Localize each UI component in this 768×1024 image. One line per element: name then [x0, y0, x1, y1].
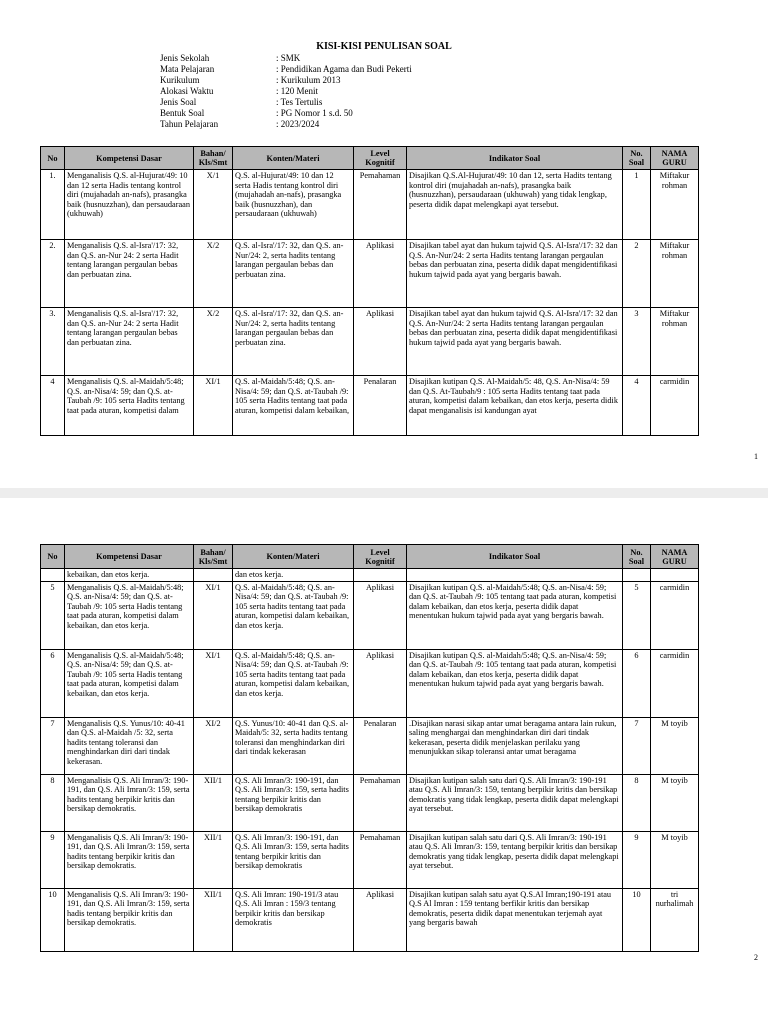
info-label: Tahun Pelajaran — [160, 119, 219, 129]
nosoal-cell: 9 — [623, 831, 651, 888]
nosoal-cell: 4 — [623, 376, 651, 436]
level-cell: Pemahaman — [354, 774, 407, 831]
header-konten-cell: Konten/Materi — [233, 147, 354, 170]
info-row — [160, 108, 412, 119]
no-cell: 6 — [41, 649, 65, 717]
page-separator — [0, 488, 768, 498]
no-cell: 8 — [41, 774, 65, 831]
no-cell — [41, 569, 65, 582]
level-cell — [354, 569, 407, 582]
kompetensi-dasar-cell: Menganalisis Q.S. al-Isra'/17: 32, dan Q.S. an-Nur 24: 2 serta Hadit tentang larangan pergaulan bebas dan perbuatan zina. — [65, 240, 194, 308]
kompetensi-dasar-cell: Menganalisis Q.S. Ali Imran/3: 190-191, dan Q.S. Ali Imran/3: 159, serta hadits tentang berpikir kritis dan bersikap demokratis. — [65, 774, 194, 831]
indikator-cell: Disajikan kutipan salah satu dari Q.S. Ali Imran/3: 190-191 atau Q.S. Ali Imran/3: 159, tentang berpikir kritis dan bersikap demokratis yang tidak lengkap, peserta didik dapat melengkapi ayat tersebut. — [407, 774, 623, 831]
level-cell: Aplikasi — [354, 649, 407, 717]
kelas-cell: XII/1 — [194, 774, 233, 831]
info-value: : 2023/2024 — [276, 119, 320, 129]
no-cell: 4 — [41, 376, 65, 436]
table-row — [41, 308, 699, 376]
konten-cell: Q.S. al-Maidah/5:48; Q.S. an-Nisa/4: 59; dan Q.S. at-Taubah /9: 105 serta hadits tentang taat pada aturan, kompetisi dalam kebaikan, dan etos kerja. — [233, 649, 354, 717]
table-row — [41, 888, 699, 951]
kompetensi-dasar-cell: Menganalisis Q.S. Ali Imran/3: 190-191, dan Q.S. Ali Imran/3: 159, serta hadis tentang berpikir kritis dan bersikap demokratis. — [65, 888, 194, 951]
page-title: KISI-KISI PENULISAN SOAL — [316, 41, 452, 52]
info-label: Mata Pelajaran — [160, 64, 215, 74]
no-cell: 2. — [41, 240, 65, 308]
kompetensi-dasar-cell: Menganalisis Q.S. al-Maidah/5:48; Q.S. an-Nisa/4: 59; dan Q.S. at-Taubah /9: 105 serta Hadis tentang taat pada aturan, kompetisi dalam kebaikan, dan etos kerja. — [65, 649, 194, 717]
nosoal-cell: 3 — [623, 308, 651, 376]
kelas-cell: XI/2 — [194, 717, 233, 774]
guru-cell: Miftakur rohman — [651, 170, 699, 240]
nosoal-cell — [623, 569, 651, 582]
header-indikator-cell: Indikator Soal — [407, 545, 623, 569]
info-value: : 120 Menit — [276, 86, 318, 96]
konten-cell: dan etos kerja. — [233, 569, 354, 582]
info-value: : SMK — [276, 53, 301, 63]
info-block — [160, 53, 412, 130]
nosoal-cell: 5 — [623, 581, 651, 649]
konten-cell: Q.S. Ali Imran/3: 190-191, dan Q.S. Ali Imran/3: 159, serta hadits tentang berpikir kritis dan bersikap demokratis — [233, 774, 354, 831]
nosoal-cell: 6 — [623, 649, 651, 717]
header-nosoal-cell: No. Soal — [623, 147, 651, 170]
konten-cell: Q.S. al-Isra'/17: 32, dan Q.S. an-Nur/24: 2, serta hadits tentang larangan pergaulan bebas dan perbuatan zina. — [233, 240, 354, 308]
kompetensi-dasar-cell: kebaikan, dan etos kerja. — [65, 569, 194, 582]
kelas-cell: XII/1 — [194, 831, 233, 888]
konten-cell: Q.S. al-Hujurat/49: 10 dan 12 serta Hadis tentang kontrol diri (mujahadah an-nafs), prasangka baik (husnuzzhan), dan persaudaraan (ukhuwah) — [233, 170, 354, 240]
konten-cell: Q.S. al-Maidah/5:48; Q.S. an-Nisa/4: 59; dan Q.S. at-Taubah /9: 105 serta hadits tentang taat pada aturan, kompetisi dalam kebaikan, dan etos kerja. — [233, 581, 354, 649]
indikator-cell: Disajikan kutipan salah satu ayat Q.S.Al Imran;190-191 atau Q.S Al Imran : 159 tentang berfikir kritis dan bersikap demokratis, peserta didik dapat menentukan terjemah ayat yang bergaris bawah — [407, 888, 623, 951]
header-guru-cell: NAMA GURU — [651, 147, 699, 170]
no-cell: 3. — [41, 308, 65, 376]
kompetensi-dasar-cell: Menganalisis Q.S. Ali Imran/3: 190-191, dan Q.S. Ali Imran/3: 159, serta hadits tentang berpikir kritis dan bersikap demokratis. — [65, 831, 194, 888]
info-row — [160, 86, 412, 97]
level-cell: Aplikasi — [354, 240, 407, 308]
indikator-cell: Disajikan tabel ayat dan hukum tajwid Q.S. Al-Isra'/17: 32 dan Q.S. An-Nur/24: 2 serta Hadits tentang larangan pergaulan bebas dan perbuatan zina, peserta didik dapat mengidentifikasi hukum tajwid pada ayat yang bergaris bawah. — [407, 308, 623, 376]
guru-cell: M toyib — [651, 774, 699, 831]
kelas-cell: XII/1 — [194, 888, 233, 951]
konten-cell: Q.S. Yunus/10: 40-41 dan Q.S. al-Maidah/5: 32, serta hadits tentang toleransi dan menghindarkan diri dari tindak kekerasan — [233, 717, 354, 774]
table-row — [41, 240, 699, 308]
table-row — [41, 831, 699, 888]
level-cell: Penalaran — [354, 717, 407, 774]
info-row — [160, 53, 412, 64]
kelas-cell: XI/1 — [194, 649, 233, 717]
konten-cell: Q.S. al-Maidah/5:48; Q.S. an-Nisa/4: 59; dan Q.S. at-Taubah /9: 105 serta Hadits tentang taat pada aturan, kompetisi dalam kebaikan, — [233, 376, 354, 436]
indikator-cell: Disajikan kutipan Q.S. Al-Maidah/5: 48, Q.S. An-Nisa/4: 59 dan Q.S. At-Taubah/9 : 105 serta Hadits tentang taat pada aturan, kompetisi dalam kebaikan, dan etos kerja, peserta didik dapat menganalisis isi kandungan ayat — [407, 376, 623, 436]
nosoal-cell: 2 — [623, 240, 651, 308]
guru-cell: tri nurhalimah — [651, 888, 699, 951]
header-kompetensi-dasar-cell: Kompetensi Dasar — [65, 545, 194, 569]
kelas-cell: X/2 — [194, 240, 233, 308]
nosoal-cell: 1 — [623, 170, 651, 240]
no-cell: 10 — [41, 888, 65, 951]
info-label: Jenis Sekolah — [160, 53, 210, 63]
info-row — [160, 64, 412, 75]
header-konten-cell: Konten/Materi — [233, 545, 354, 569]
guru-cell: M toyib — [651, 831, 699, 888]
info-label: Kurikulum — [160, 75, 200, 85]
guru-cell: carmidin — [651, 649, 699, 717]
kelas-cell: X/1 — [194, 170, 233, 240]
table-row — [41, 170, 699, 240]
indikator-cell: Disajikan kutipan salah satu dari Q.S. Ali Imran/3: 190-191 atau Q.S. Ali Imran/3: 159, tentang berpikir kritis dan bersikap demokratis yang tidak lengkap, peserta didik dapat melengkapi ayat tersebut. — [407, 831, 623, 888]
guru-cell — [651, 569, 699, 582]
kompetensi-dasar-cell: Menganalisis Q.S. al-Hujurat/49: 10 dan 12 serta Hadis tentang kontrol diri (mujahadah an-nafs), prasangka baik (husnuzzhan), dan persaudaraan (ukhuwah) — [65, 170, 194, 240]
header-guru-cell: NAMA GURU — [651, 545, 699, 569]
header-nosoal-cell: No. Soal — [623, 545, 651, 569]
nosoal-cell: 10 — [623, 888, 651, 951]
nosoal-cell: 7 — [623, 717, 651, 774]
info-label: Jenis Soal — [160, 97, 197, 107]
table-row — [41, 376, 699, 436]
table-row — [41, 581, 699, 649]
page-number: 1 — [754, 452, 758, 461]
info-label: Bentuk Soal — [160, 108, 205, 118]
indikator-cell: .Disajikan narasi sikap antar umat beragama antara lain rukun, saling menghargai dan menghindarkan diri dari tindak kekerasan, peserta didik menjelaskan perilaku yang menunjukkan sikap toleransi antar umat beragama — [407, 717, 623, 774]
info-value: : Kurikulum 2013 — [276, 75, 341, 85]
kompetensi-dasar-cell: Menganalisis Q.S. al-Isra'/17: 32, dan Q.S. an-Nur 24: 2 serta Hadit tentang larangan pergaulan bebas dan perbuatan zina. — [65, 308, 194, 376]
info-label: Alokasi Waktu — [160, 86, 214, 96]
header-kompetensi-dasar-cell: Kompetensi Dasar — [65, 147, 194, 170]
header-kelas-cell: Bahan/ Kls/Smt — [194, 147, 233, 170]
info-value: : Tes Tertulis — [276, 97, 323, 107]
no-cell: 1. — [41, 170, 65, 240]
kisi-table-page-2 — [40, 544, 699, 952]
konten-cell: Q.S. Ali Imran: 190-191/3 atau Q.S. Ali Imran : 159/3 tentang berpikir kritis dan bersikap demokratis — [233, 888, 354, 951]
level-cell: Aplikasi — [354, 308, 407, 376]
kelas-cell — [194, 569, 233, 582]
level-cell: Pemahaman — [354, 170, 407, 240]
kompetensi-dasar-cell: Menganalisis Q.S. al-Maidah/5:48; Q.S. an-Nisa/4: 59; dan Q.S. at-Taubah /9: 105 serta Hadis tentang taat pada aturan, kompetisi dalam kebaikan, dan etos kerja. — [65, 581, 194, 649]
guru-cell: M toyib — [651, 717, 699, 774]
kompetensi-dasar-cell: Menganalisis Q.S. al-Maidah/5:48; Q.S. an-Nisa/4: 59; dan Q.S. at-Taubah /9: 105 serta Hadits tentang taat pada aturan, kompetisi dalam — [65, 376, 194, 436]
konten-cell: Q.S. al-Isra'/17: 32, dan Q.S. an-Nur/24: 2, serta hadits tentang larangan pergaulan bebas dan perbuatan zina. — [233, 308, 354, 376]
table-row — [41, 717, 699, 774]
header-indikator-cell: Indikator Soal — [407, 147, 623, 170]
indikator-cell: Disajikan kutipan Q.S. al-Maidah/5:48; Q.S. an-Nisa/4: 59; dan Q.S. at-Taubah /9: 105 tentang taat pada aturan, kompetisi dalam kebaikan, dan etos kerja, peserta didik dapat menentukan hukum tajwid pada ayat yang bergaris bawah. — [407, 649, 623, 717]
info-value: : PG Nomor 1 s.d. 50 — [276, 108, 353, 118]
table-row — [41, 649, 699, 717]
indikator-cell: Disajikan kutipan Q.S. al-Maidah/5:48; Q.S. an-Nisa/4: 59; dan Q.S. at-Taubah /9: 105 tentang taat pada aturan, kompetisi dalam kebaikan, dan etos kerja, peserta didik dapat menentukan hukum tajwid pada ayat yang bergaris bawah. — [407, 581, 623, 649]
kompetensi-dasar-cell: Menganalisis Q.S. Yunus/10: 40-41 dan Q.S. al-Maidah /5: 32, serta hadits tentang toleransi dan menghindarkan diri dari tindak kekerasan. — [65, 717, 194, 774]
guru-cell: Miftakur rohman — [651, 240, 699, 308]
header-no-cell: No — [41, 545, 65, 569]
header-level-cell: Level Kognitif — [354, 147, 407, 170]
kelas-cell: XI/1 — [194, 376, 233, 436]
konten-cell: Q.S. Ali Imran/3: 190-191, dan Q.S. Ali Imran/3: 159, serta hadits tentang berpikir kritis dan bersikap demokratis — [233, 831, 354, 888]
info-row — [160, 119, 412, 130]
guru-cell: carmidin — [651, 581, 699, 649]
no-cell: 9 — [41, 831, 65, 888]
info-row — [160, 97, 412, 108]
info-value: : Pendidikan Agama dan Budi Pekerti — [276, 64, 412, 74]
level-cell: Aplikasi — [354, 888, 407, 951]
indikator-cell: Disajikan Q.S.Al-Hujurat/49: 10 dan 12, serta Hadits tentang kontrol diri (mujahadah an-nafs), prasangka baik (husnuzzhan), persaudaraan (ukhuwah) yang tidak lengkap, peserta didik dapat melengkapi ayat tersebut. — [407, 170, 623, 240]
kisi-table-page-1 — [40, 146, 699, 436]
header-kelas-cell: Bahan/ Kls/Smt — [194, 545, 233, 569]
no-cell: 5 — [41, 581, 65, 649]
table-row — [41, 774, 699, 831]
kelas-cell: X/2 — [194, 308, 233, 376]
header-no-cell: No — [41, 147, 65, 170]
kelas-cell: XI/1 — [194, 581, 233, 649]
indikator-cell — [407, 569, 623, 582]
no-cell: 7 — [41, 717, 65, 774]
nosoal-cell: 8 — [623, 774, 651, 831]
table-row — [41, 569, 699, 582]
level-cell: Penalaran — [354, 376, 407, 436]
indikator-cell: Disajikan tabel ayat dan hukum tajwid Q.S. Al-Isra'/17: 32 dan Q.S. An-Nur/24: 2 serta Hadits tentang larangan pergaulan bebas dan perbuatan zina, peserta didik dapat mengidentifikasi hukum tajwid pada ayat yang bergaris bawah. — [407, 240, 623, 308]
guru-cell: carmidin — [651, 376, 699, 436]
level-cell: Pemahaman — [354, 831, 407, 888]
guru-cell: Miftakur rohman — [651, 308, 699, 376]
level-cell: Aplikasi — [354, 581, 407, 649]
header-level-cell: Level Kognitif — [354, 545, 407, 569]
info-row — [160, 75, 412, 86]
page-number: 2 — [754, 953, 758, 962]
